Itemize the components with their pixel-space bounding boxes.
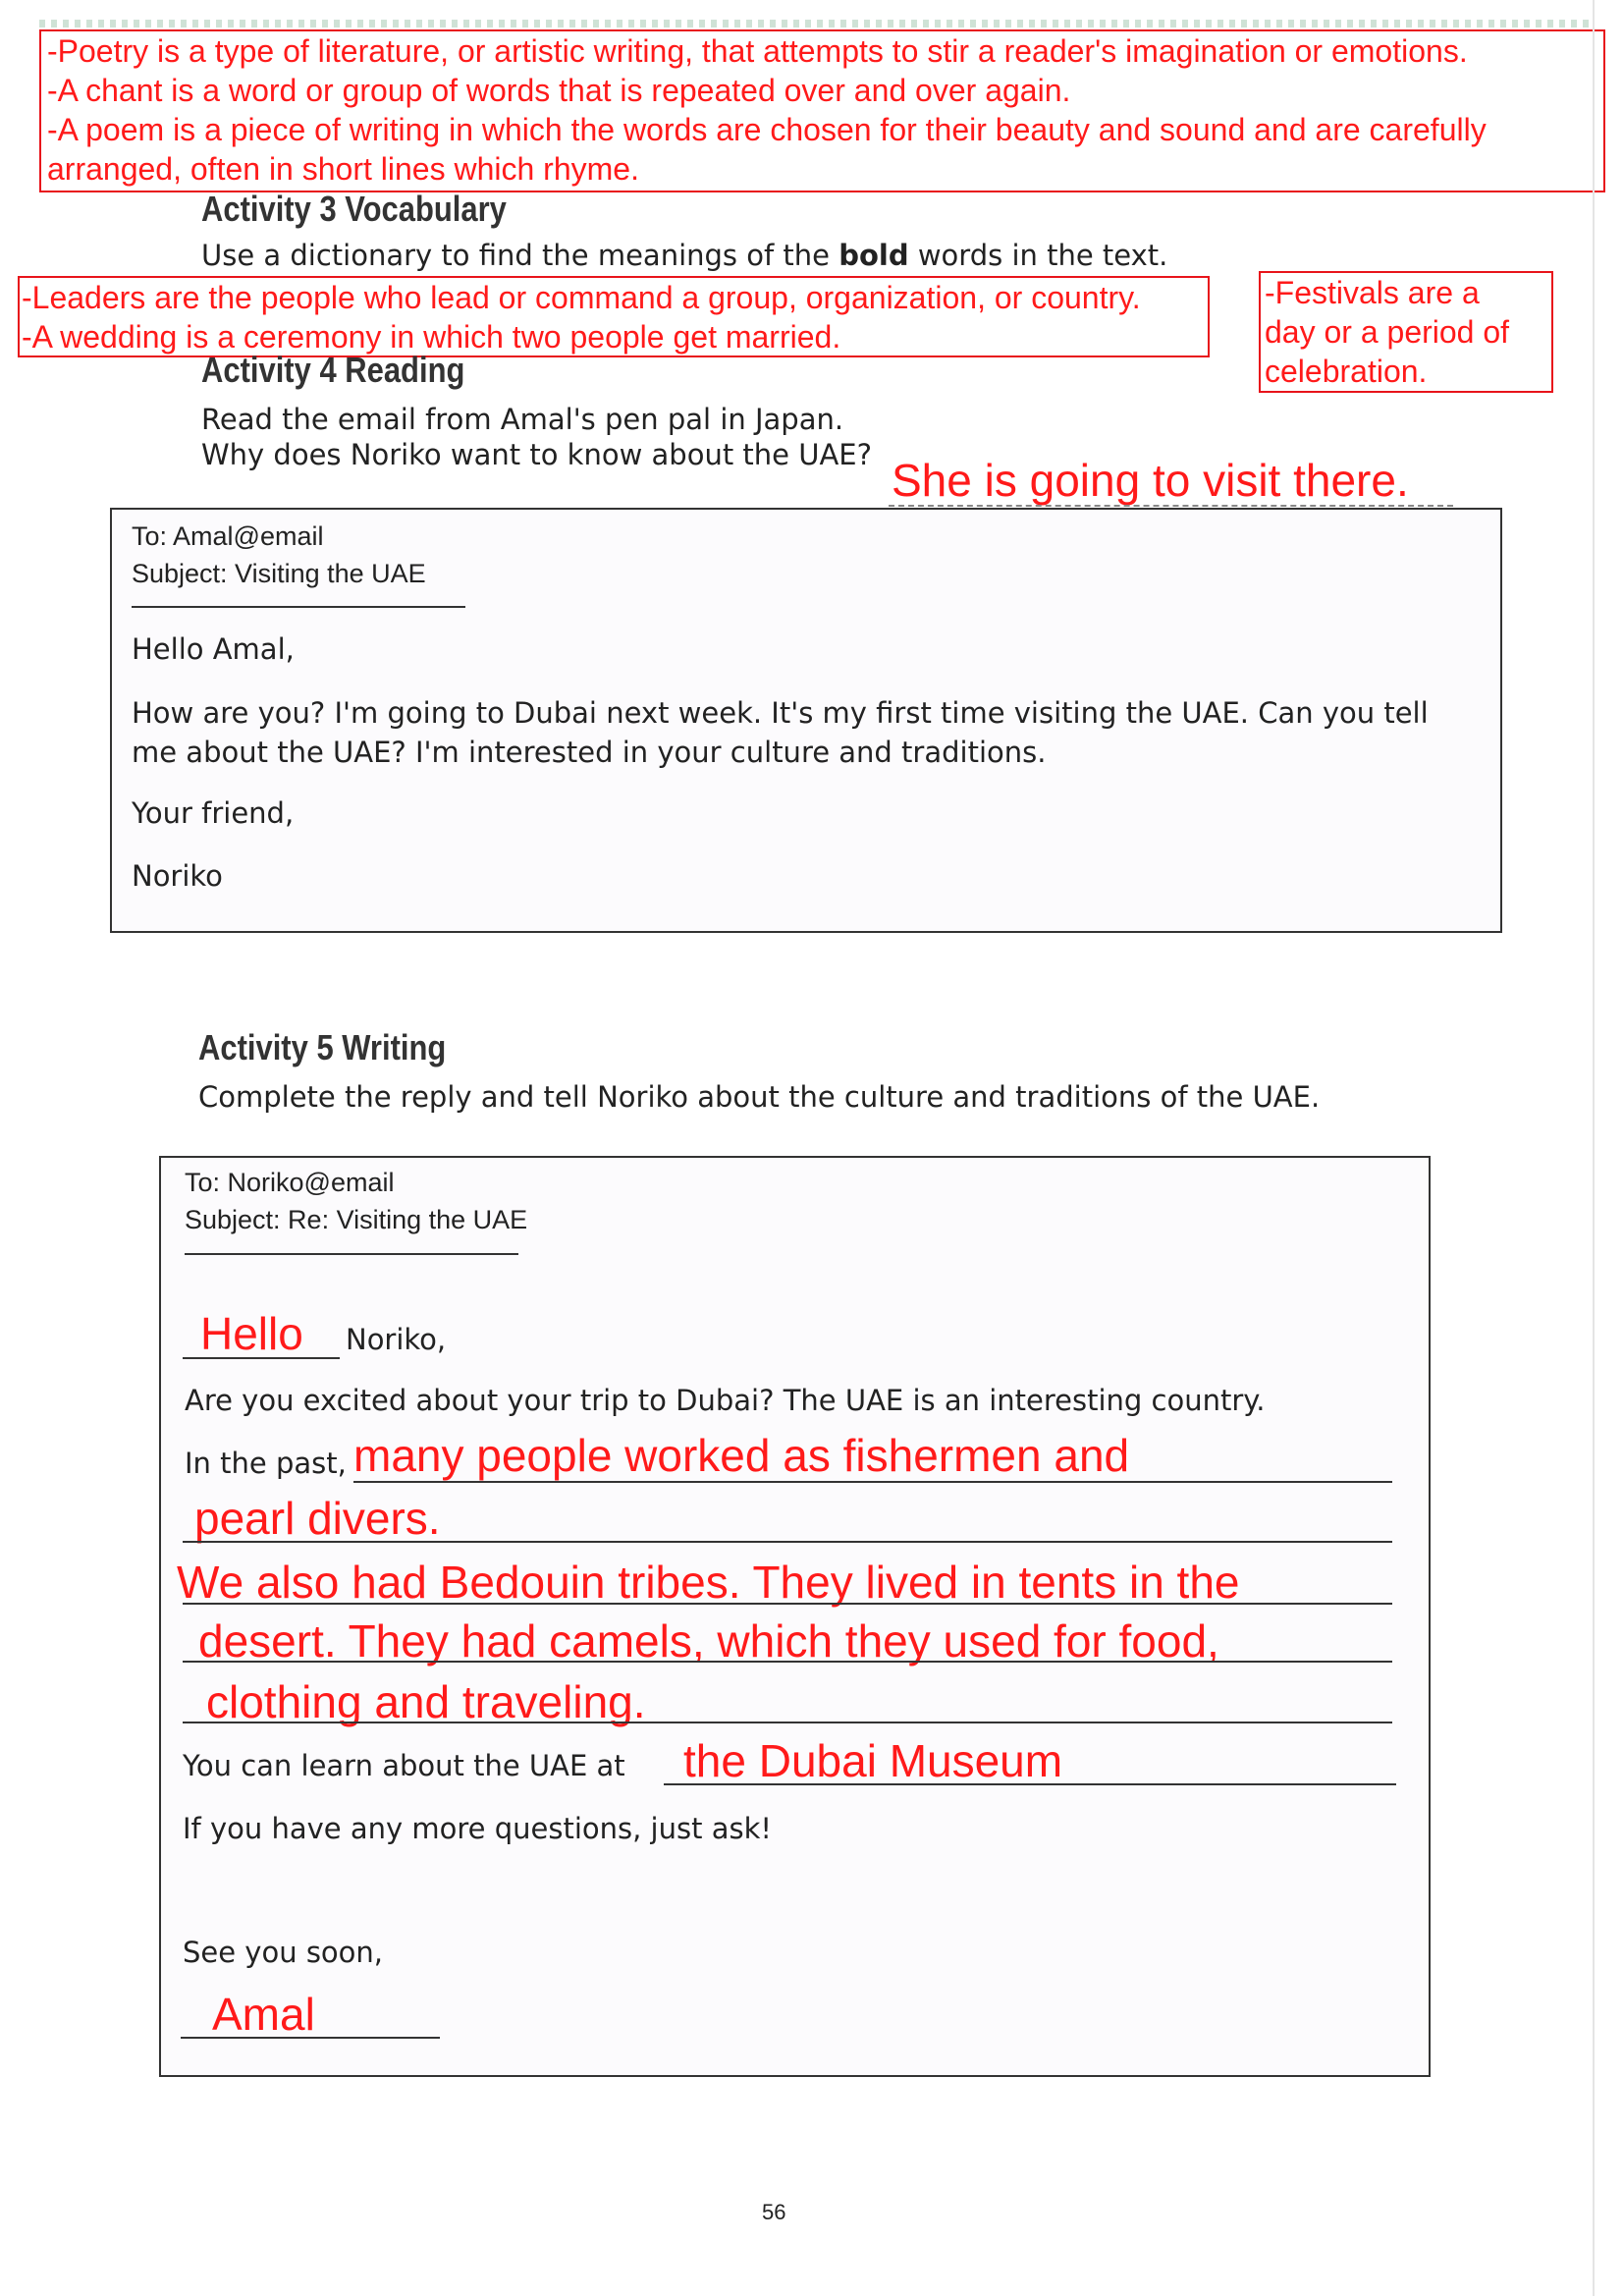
- blank-line-3: [183, 1603, 1392, 1605]
- questions-line: If you have any more questions, just ask!: [183, 1812, 772, 1845]
- instruction-bold-word: bold: [839, 239, 909, 272]
- activity4-line1: Read the email from Amal's pen pal in Japan.: [201, 403, 844, 436]
- instruction-text: Use a dictionary to find the meanings of the: [201, 239, 839, 272]
- email-signature: Noriko: [132, 859, 223, 893]
- signature-fill[interactable]: Amal: [212, 1989, 315, 2040]
- definition-leaders: -Leaders are the people who lead or command a group, organization, or country.: [22, 280, 1141, 315]
- blank-line-2: [183, 1541, 1392, 1543]
- fill-line-2[interactable]: pearl divers.: [194, 1493, 441, 1544]
- definition-poetry: -Poetry is a type of literature, or artistic writing, that attempts to stir a reader's imagination or emotions.: [47, 33, 1468, 69]
- definition-poem: -A poem is a piece of writing in which the words are chosen for their beauty and sound and are carefully: [47, 112, 1487, 147]
- past-prefix: In the past,: [185, 1447, 347, 1480]
- reply-header-divider: [185, 1253, 518, 1255]
- festival-definition-box: [1259, 271, 1553, 393]
- page-number: 56: [762, 2200, 786, 2224]
- greeting-blank-line: [183, 1357, 340, 1359]
- definition-wedding: -A wedding is a ceremony in which two people get married.: [22, 319, 841, 355]
- definition-chant: -A chant is a word or group of words that is repeated over and over again.: [47, 73, 1071, 108]
- activity4-question: Why does Noriko want to know about the UAE?: [201, 438, 873, 471]
- blank-line-1: [353, 1481, 1392, 1483]
- email-to: To: Amal@email: [132, 521, 324, 551]
- reading-answer: She is going to visit there.: [892, 455, 1409, 506]
- reply-email: [159, 1156, 1431, 2077]
- fill-line-3[interactable]: We also had Bedouin tribes. They lived in tents in the: [177, 1557, 1240, 1608]
- activity5-heading: Activity 5 Writing: [198, 1027, 447, 1067]
- definition-poem-cont: arranged, often in short lines which rhyme.: [47, 151, 639, 187]
- email-subject: Subject: Visiting the UAE: [132, 559, 426, 588]
- decorative-border: [39, 20, 1591, 27]
- answer-line: [889, 505, 1453, 507]
- definition-festivals-line3: celebration.: [1265, 354, 1428, 389]
- fill-line-1[interactable]: many people worked as fishermen and: [353, 1430, 1130, 1481]
- email-header-divider: [132, 606, 465, 608]
- definition-festivals-line1: -Festivals are a: [1265, 275, 1480, 310]
- poetry-definitions-box: [39, 29, 1605, 192]
- email-closing: Your friend,: [132, 796, 295, 830]
- learn-fill[interactable]: the Dubai Museum: [683, 1735, 1063, 1786]
- email-greeting: Hello Amal,: [132, 632, 295, 666]
- learn-blank-line: [664, 1783, 1396, 1785]
- email-body-line2: me about the UAE? I'm interested in your culture and traditions.: [132, 736, 1047, 769]
- fill-line-5[interactable]: clothing and traveling.: [206, 1676, 646, 1727]
- activity3-instruction: [201, 239, 1167, 272]
- fill-line-4[interactable]: desert. They had camels, which they used for food,: [198, 1615, 1219, 1667]
- instruction-text-end: words in the text.: [908, 239, 1168, 272]
- greeting-fill[interactable]: Hello: [200, 1308, 303, 1359]
- reply-to: To: Noriko@email: [185, 1168, 395, 1197]
- learn-prefix: You can learn about the UAE at: [183, 1749, 625, 1782]
- definition-festivals-line2: day or a period of: [1265, 314, 1510, 350]
- email-from-noriko: [110, 508, 1502, 933]
- reply-line1: Are you excited about your trip to Dubai? The UAE is an interesting country.: [185, 1384, 1266, 1417]
- activity4-heading: Activity 4 Reading: [201, 350, 465, 390]
- vocab-definitions-box: [18, 276, 1210, 357]
- activity5-instruction: Complete the reply and tell Noriko about the culture and traditions of the UAE.: [198, 1080, 1321, 1114]
- activity3-heading: Activity 3 Vocabulary: [201, 189, 507, 229]
- blank-line-5: [183, 1722, 1392, 1723]
- reply-subject: Subject: Re: Visiting the UAE: [185, 1205, 528, 1234]
- reply-closing: See you soon,: [183, 1936, 384, 1969]
- blank-line-4: [183, 1661, 1392, 1663]
- email-body-line1: How are you? I'm going to Dubai next week. It's my first time visiting the UAE. Can you tell: [132, 696, 1429, 730]
- signature-blank-line: [181, 2037, 440, 2039]
- page-edge: [1593, 0, 1595, 2296]
- greeting-name: Noriko,: [346, 1323, 447, 1356]
